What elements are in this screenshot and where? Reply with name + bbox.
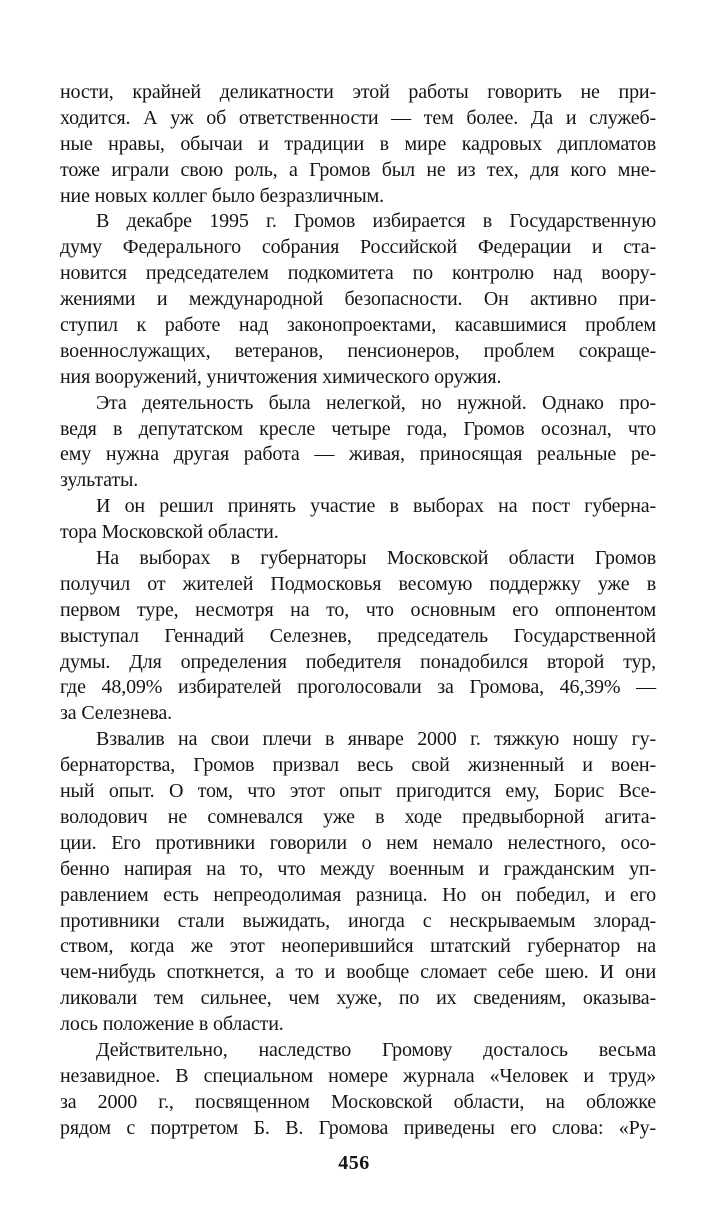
text-line: жениями и международной безопасности. Он активно при- [60,288,656,311]
text-line: ный опыт. О том, что этот опыт пригодится ему, Борис Все- [60,780,656,803]
text-line: тора Московской области. [60,521,279,544]
text-line: за 2000 г., посвященном Московской области, на обложке [60,1090,656,1113]
text-line: выступал Геннадий Селезнев, председатель Государственной [60,624,656,647]
text-line: ступил к работе над законопроектами, касавшимися проблем [60,314,656,337]
text-line: володович не сомневался уже в ходе предвыборной агита- [60,805,656,828]
text-line: рядом с портретом Б. В. Громова приведены его слова: «Ру- [60,1116,656,1139]
text-line: Эта деятельность была нелегкой, но нужной. Однако про- [96,391,656,414]
text-line: противники стали выжидать, иногда с нескрываемым злорад- [60,909,656,932]
body-text [60,80,656,1142]
text-line: ние новых коллег было безразличным. [60,184,384,207]
text-line: зультаты. [60,469,139,492]
text-line: В декабре 1995 г. Громов избирается в Государственную [96,210,656,233]
text-line: за Селезнева. [60,702,172,725]
text-line: ему нужна другая работа — живая, приносящая реальные ре- [60,443,656,466]
text-line: ством, когда же этот неоперившийся штатский губернатор на [60,935,656,958]
text-line: равлением есть непреодолимая разница. Но он победил, и его [60,883,656,906]
text-line: ния вооружений, уничтожения химического оружия. [60,365,502,388]
text-line: На выборах в губернаторы Московской области Громов [96,547,656,570]
text-line: думу Федерального собрания Российской Федерации и ста- [60,236,656,259]
text-line: новится председателем подкомитета по контролю над воору- [60,262,656,285]
text-line: где 48,09% избирателей проголосовали за Громова, 46,39% — [60,676,656,699]
text-line: незавидное. В специальном номере журнала «Человек и труд» [60,1064,656,1087]
page-number: 456 [338,1152,370,1174]
text-line: ности, крайней деликатности этой работы говорить не при- [60,81,656,103]
text-line: ликовали тем сильнее, чем хуже, по их сведениям, оказыва- [60,987,656,1010]
text-line: тоже играли свою роль, а Громов был не из тех, для кого мне- [60,158,656,181]
text-line: И он решил принять участие в выборах на пост губерна- [96,495,656,518]
text-line: первом туре, несмотря на то, что основным его оппонентом [60,598,656,621]
text-line: ходится. А уж об ответственности — тем более. Да и служеб- [60,106,656,129]
text-line: Взвалив на свои плечи в январе 2000 г. тяжкую ношу гу- [96,728,656,751]
text-line: ные нравы, обычаи и традиции в мире кадровых дипломатов [60,132,656,155]
text-line: ции. Его противники говорили о нем немало нелестного, осо- [60,831,656,854]
text-line: Действительно, наследство Громову досталось весьма [96,1038,656,1061]
text-line: бернаторства, Громов призвал весь свой жизненный и воен- [60,754,656,777]
text-line: бенно напирая на то, что между военным и гражданским уп- [60,857,656,880]
text-line: лось положение в области. [60,1013,284,1036]
text-line: думы. Для определения победителя понадобился второй тур, [60,650,656,673]
text-line: ведя в депутатском кресле четыре года, Громов осознал, что [60,417,656,440]
text-line: получил от жителей Подмосковья весомую поддержку уже в [60,572,656,595]
text-line: чем-нибудь споткнется, а то и вообще сломает себе шею. И они [60,961,656,984]
text-line: военнослужащих, ветеранов, пенсионеров, проблем сокраще- [60,339,656,362]
